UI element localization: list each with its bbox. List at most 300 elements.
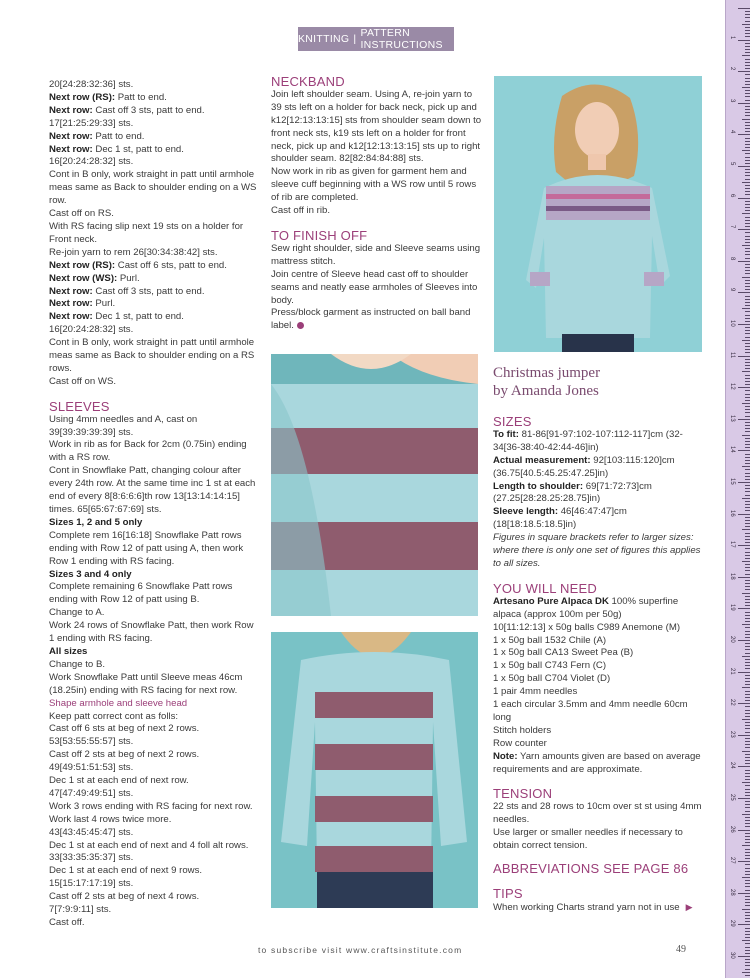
ruler-tick	[745, 84, 750, 85]
ruler-tick	[742, 340, 750, 341]
armhole-step-text: 47[47:49:49:51] sts.	[49, 787, 134, 799]
ruler-tick	[742, 593, 750, 594]
ruler-tick	[745, 302, 750, 303]
ruler-tick	[745, 871, 750, 872]
sleeve-step-line	[49, 646, 261, 659]
continue-arrow-icon[interactable]: ▶	[685, 901, 693, 912]
ruler-tick	[745, 21, 750, 22]
front-step-label: Next row:	[49, 285, 93, 297]
front-step-text: Cont in B only, work straight in patt until armhole meas same as Back to shoulder ending on a WS row.	[49, 169, 257, 207]
ruler-number: 11	[729, 351, 735, 358]
ruler-tick	[742, 213, 750, 214]
ruler-tick	[745, 779, 750, 780]
ruler-tick	[745, 125, 750, 126]
ruler-number: 5	[729, 162, 735, 166]
armhole-step-text: Cast off 2 sts at beg of next 4 rows.	[49, 891, 200, 903]
armhole-step-line	[49, 917, 261, 930]
sleeve-step-line	[49, 620, 261, 646]
ruler-tick	[745, 232, 750, 233]
ruler-tick	[745, 352, 750, 353]
ruler-tick	[745, 185, 750, 186]
ruler-tick	[738, 830, 750, 831]
ruler-tick	[742, 87, 750, 88]
ruler-tick	[745, 362, 750, 363]
front-step-line	[49, 131, 261, 144]
ruler-tick	[745, 33, 750, 34]
ruler-tick	[742, 624, 750, 625]
ruler-tick	[738, 703, 750, 704]
finish-para-1: Sew right shoulder, side and Sleeve seams using mattress stitch.	[271, 242, 481, 267]
ruler-tick	[745, 975, 750, 976]
ruler-tick	[745, 318, 750, 319]
ruler-tick	[745, 634, 750, 635]
ruler-tick	[745, 700, 750, 701]
ruler-tick	[745, 400, 750, 401]
ruler-tick	[745, 469, 750, 470]
abbreviations-heading: ABBREVIATIONS SEE PAGE 86	[493, 861, 689, 876]
ruler-tick	[738, 577, 750, 578]
ruler-tick	[745, 858, 750, 859]
ruler-tick	[745, 589, 750, 590]
ruler-tick	[745, 969, 750, 970]
tension-heading: TENSION	[493, 786, 553, 802]
material-item-line	[493, 725, 705, 738]
ruler-tick	[745, 491, 750, 492]
ruler-tick	[745, 368, 750, 369]
ruler-tick	[742, 656, 750, 657]
left-column	[49, 79, 261, 930]
sleeve-step-label: Sizes 3 and 4 only	[49, 568, 132, 580]
ruler-tick	[745, 552, 750, 553]
front-step-line	[49, 169, 261, 208]
sleeve-step-text: Work 24 rows of Snowflake Patt, then work Row 1 ending with RS facing.	[49, 620, 254, 645]
ruler-tick	[745, 710, 750, 711]
finish-heading: TO FINISH OFF	[271, 227, 368, 243]
ruler-tick	[745, 807, 750, 808]
material-item-text: 100% superfine alpaca (approx 100m per 50g)	[493, 595, 679, 620]
ruler-tick	[745, 747, 750, 748]
ruler-tick	[745, 11, 750, 12]
front-step-text: Purl.	[117, 272, 140, 284]
ruler-tick	[745, 504, 750, 505]
sleeve-step-text: Complete rem 16[16:18] Snowflake Patt rows ending with Row 12 of patt using A, then work Row 1 ending with RS facing.	[49, 529, 244, 567]
ruler-tick	[745, 801, 750, 802]
ruler-tick	[745, 210, 750, 211]
ruler-tick	[742, 529, 750, 530]
size-item-text: 81-86[91-97:102-107:112-117]cm (32-34[36-38:40-42:44-46]in)	[493, 428, 683, 453]
material-item-line	[493, 673, 705, 686]
material-item-text: 1 x 50g ball 1532 Chile (A)	[493, 634, 607, 646]
ruler-tick	[745, 668, 750, 669]
ruler-tick	[745, 662, 750, 663]
ruler-tick	[745, 96, 750, 97]
ruler-tick	[738, 735, 750, 736]
ruler-tick	[742, 277, 750, 278]
armhole-step-line	[49, 749, 261, 762]
ruler-tick	[745, 681, 750, 682]
ruler-tick	[745, 270, 750, 271]
armhole-step-text: 7[7:9:9:11] sts.	[49, 904, 112, 916]
front-step-label: Next row (RS):	[49, 259, 116, 271]
ruler-tick	[745, 36, 750, 37]
materials-list	[493, 596, 705, 777]
material-item-text: 1 x 50g ball C743 Fern (C)	[493, 660, 607, 672]
end-marker-icon	[297, 322, 304, 329]
armhole-step-line	[49, 723, 261, 736]
ruler-tick	[745, 128, 750, 129]
front-step-text: Cast off 3 sts, patt to end.	[92, 104, 205, 116]
front-step-line	[49, 311, 261, 324]
ruler-tick	[738, 261, 750, 262]
ruler-tick	[745, 526, 750, 527]
ruler-tick	[745, 141, 750, 142]
ruler-tick	[745, 852, 750, 853]
ruler-tick	[745, 68, 750, 69]
ruler-tick	[745, 485, 750, 486]
ruler-tick	[738, 956, 750, 957]
ruler-number: 7	[729, 225, 735, 229]
ruler-tick	[745, 488, 750, 489]
ruler-tick	[745, 236, 750, 237]
armhole-step-line	[49, 878, 261, 891]
ruler-tick	[745, 280, 750, 281]
ruler-tick	[738, 766, 750, 767]
front-detail-illustration	[271, 354, 478, 616]
tension-para-2: Use larger or smaller needles if necessary to obtain correct tension.	[493, 827, 683, 852]
ruler-tick	[745, 422, 750, 423]
ruler-tick	[745, 722, 750, 723]
armhole-step-line	[49, 840, 261, 853]
ruler-tick	[745, 615, 750, 616]
ruler-tick	[745, 330, 750, 331]
front-step-text: Cast off on WS.	[49, 375, 117, 387]
pattern-title: Christmas jumper	[493, 365, 601, 381]
front-step-line	[49, 92, 261, 105]
banner-divider: |	[353, 33, 357, 45]
pattern-credit	[493, 364, 600, 400]
ruler-number: 3	[729, 98, 735, 103]
sleeve-step-text: Change to A.	[49, 607, 105, 619]
ruler-tick	[745, 539, 750, 540]
ruler-tick	[745, 950, 750, 951]
ruler-tick	[745, 757, 750, 758]
ruler-tick	[745, 296, 750, 297]
ruler-tick	[745, 251, 750, 252]
front-step-text: Patt to end.	[92, 130, 145, 142]
sleeve-step-line	[49, 581, 261, 607]
sleeve-step-line	[49, 414, 261, 440]
ruler-tick	[745, 115, 750, 116]
ruler-tick	[745, 476, 750, 477]
front-step-line	[49, 337, 261, 376]
ruler-tick	[745, 684, 750, 685]
size-item-label: Actual measurement:	[493, 454, 591, 466]
ruler-tick	[745, 533, 750, 534]
ruler-tick	[745, 286, 750, 287]
ruler-tick	[742, 972, 750, 973]
ruler-tick	[742, 371, 750, 372]
sleeve-step-line	[49, 659, 261, 672]
material-item-line	[493, 622, 705, 635]
front-step-text: 16[20:24:28:32] sts.	[49, 156, 134, 168]
ruler-tick	[745, 378, 750, 379]
ruler-tick	[738, 387, 750, 388]
ruler-tick	[745, 602, 750, 603]
ruler-tick	[745, 770, 750, 771]
ruler-tick	[745, 934, 750, 935]
material-item-text: 1 each circular 3.5mm and 4mm needle 60cm long	[493, 699, 688, 723]
neckband-heading: NECKBAND	[271, 74, 345, 89]
subsection-label: PATTERN INSTRUCTIONS	[360, 27, 443, 51]
ruler-tick	[745, 855, 750, 856]
ruler-tick	[742, 498, 750, 499]
ruler-tick	[742, 687, 750, 688]
ruler-number: 22	[729, 699, 735, 706]
finish-para-2: Join centre of Sleeve head cast off to shoulder seams and neatly ease armholes of Sleeves into body.	[271, 268, 478, 306]
tips-line	[493, 901, 705, 915]
material-item-line	[493, 660, 705, 673]
ruler-tick	[745, 375, 750, 376]
ruler-tick	[745, 510, 750, 511]
ruler-tick	[745, 220, 750, 221]
ruler-tick	[745, 962, 750, 963]
ruler-tick	[738, 356, 750, 357]
size-item-line	[493, 429, 705, 455]
front-step-line	[49, 376, 261, 389]
front-step-text: Purl.	[92, 298, 116, 310]
ruler-tick	[745, 283, 750, 284]
ruler-tick	[745, 886, 750, 887]
ruler-tick	[745, 349, 750, 350]
ruler-number: 1	[729, 35, 735, 39]
ruler-number: 4	[729, 130, 735, 134]
armhole-step-line	[49, 827, 261, 840]
ruler-tick	[745, 675, 750, 676]
ruler-tick	[745, 596, 750, 597]
front-step-text: 20[24:28:32:36] sts.	[49, 79, 134, 90]
ruler-tick	[738, 924, 750, 925]
ruler-tick	[745, 574, 750, 575]
armhole-instructions	[49, 711, 261, 930]
front-step-line	[49, 286, 261, 299]
section-banner	[298, 27, 454, 51]
ruler-tick	[745, 637, 750, 638]
material-item-text: 1 x 50g ball C704 Violet (D)	[493, 673, 611, 685]
ruler-tick	[745, 428, 750, 429]
ruler-tick	[745, 868, 750, 869]
sleeve-step-line	[49, 517, 261, 530]
ruler-tick	[745, 839, 750, 840]
ruler-number: 2	[729, 67, 735, 71]
sleeve-step-label: All sizes	[49, 645, 88, 657]
ruler-tick	[745, 416, 750, 417]
ruler-tick	[745, 599, 750, 600]
armhole-step-text: Dec 1 st at each end of next and 4 foll alt rows.	[49, 839, 249, 851]
front-step-line	[49, 298, 261, 311]
ruler-tick	[745, 59, 750, 60]
ruler-tick	[742, 561, 750, 562]
front-step-text: Dec 1 st, patt to end.	[92, 311, 184, 323]
ruler-tick	[738, 324, 750, 325]
neckband-para-2: Now work in rib as given for garment hem and sleeve cuff beginning with a WS row until 5 rows of rib are completed.	[271, 166, 477, 204]
ruler-tick	[745, 874, 750, 875]
ruler-tick	[742, 150, 750, 151]
ruler-tick	[745, 738, 750, 739]
front-step-line	[49, 260, 261, 273]
ruler-tick	[745, 321, 750, 322]
sleeve-step-line	[49, 439, 261, 465]
ruler-tick	[738, 134, 750, 135]
sleeve-step-label: Sizes 1, 2 and 5 only	[49, 516, 143, 528]
sleeve-step-line	[49, 465, 261, 517]
ruler-tick	[745, 965, 750, 966]
ruler-number: 30	[729, 952, 735, 959]
material-item-line	[493, 738, 705, 751]
front-step-text: Re-join yarn to rem 26[30:34:38:42] sts.	[49, 246, 218, 258]
side-ruler	[725, 0, 750, 978]
ruler-tick	[745, 337, 750, 338]
ruler-tick	[745, 365, 750, 366]
ruler-tick	[745, 406, 750, 407]
material-item-text: 1 pair 4mm needles	[493, 686, 578, 698]
armhole-step-text: Work 3 rows ending with RS facing for next row.	[49, 800, 253, 812]
ruler-tick	[745, 473, 750, 474]
ruler-tick	[745, 52, 750, 53]
ruler-tick	[742, 719, 750, 720]
ruler-tick	[745, 659, 750, 660]
middle-column	[271, 76, 483, 333]
ruler-tick	[745, 46, 750, 47]
ruler-number: 10	[729, 320, 735, 327]
ruler-tick	[745, 833, 750, 834]
designer-name: by Amanda Jones	[493, 383, 599, 399]
ruler-tick	[745, 343, 750, 344]
ruler-tick	[745, 78, 750, 79]
ruler-tick	[745, 204, 750, 205]
ruler-tick	[738, 166, 750, 167]
ruler-tick	[738, 40, 750, 41]
material-item-line	[493, 596, 705, 622]
ruler-tick	[745, 643, 750, 644]
sizes-note: Figures in square brackets refer to larger sizes: where there is only one set of figures this applies to all sizes.	[493, 532, 701, 569]
ruler-tick	[745, 732, 750, 733]
page-number: 49	[676, 944, 686, 955]
ruler-tick	[745, 299, 750, 300]
sleeves-instructions	[49, 414, 261, 698]
sleeves-heading: SLEEVES	[49, 398, 110, 414]
ruler-tick	[745, 646, 750, 647]
front-step-line	[49, 79, 261, 92]
ruler-number: 9	[729, 288, 735, 292]
ruler-tick	[745, 741, 750, 742]
material-item-label: Note:	[493, 750, 518, 762]
ruler-tick	[745, 460, 750, 461]
ruler-tick	[745, 346, 750, 347]
ruler-tick	[745, 943, 750, 944]
armhole-step-text: Cast off.	[49, 917, 85, 928]
material-item-line	[493, 635, 705, 648]
ruler-number: 18	[729, 572, 735, 580]
armhole-step-text: 49[49:51:51:53] sts.	[49, 762, 134, 774]
ruler-tick	[745, 122, 750, 123]
ruler-tick	[745, 785, 750, 786]
ruler-tick	[745, 580, 750, 581]
ruler-tick	[745, 62, 750, 63]
ruler-tick	[745, 760, 750, 761]
material-item-text: 1 x 50g ball CA13 Sweet Pea (B)	[493, 647, 634, 659]
ruler-tick	[745, 621, 750, 622]
ruler-tick	[745, 773, 750, 774]
neckband-para-1: Join left shoulder seam. Using A, re-join yarn to 39 sts left on a holder for back neck, pick up and k12[12:13:13:15] sts from shoulder seam down to front neck sts, k19 sts left on a holder for front neck, pick up and k12[12:13:13:15] sts up to right shoulder seam. 82[82:84:84:88] sts.	[271, 88, 482, 165]
size-item-text: 92[103:115:120]cm (36.75[40.5:45.25:47.25]in)	[493, 454, 675, 479]
ruler-tick	[745, 273, 750, 274]
ruler-tick	[745, 792, 750, 793]
ruler-tick	[738, 798, 750, 799]
ruler-tick	[745, 254, 750, 255]
ruler-tick	[742, 909, 750, 910]
armhole-step-line	[49, 814, 261, 827]
front-step-line	[49, 118, 261, 131]
ruler-tick	[745, 457, 750, 458]
front-step-text: With RS facing slip next 19 sts on a holder for Front neck.	[49, 220, 244, 245]
ruler-tick	[745, 849, 750, 850]
ruler-tick	[745, 188, 750, 189]
ruler-tick	[745, 776, 750, 777]
front-step-label: Next row:	[49, 104, 93, 116]
front-detail-photo	[271, 354, 478, 616]
ruler-number: 20	[729, 636, 735, 643]
finish-para-3	[271, 307, 483, 333]
sleeve-step-text: Work Snowflake Patt until Sleeve meas 46cm (18.25in) ending with RS facing for next row.	[49, 671, 243, 696]
ruler-tick	[745, 817, 750, 818]
ruler-tick	[745, 905, 750, 906]
size-item-text: 46[46:47:47]cm (18[18:18.5:18.5]in)	[493, 506, 627, 531]
material-item-text: Row counter	[493, 737, 547, 749]
ruler-number: 17	[729, 541, 735, 548]
shape-armhole-subheading: Shape armhole and sleeve head	[49, 697, 188, 709]
material-item-text: Stitch holders	[493, 724, 552, 736]
ruler-tick	[745, 384, 750, 385]
ruler-tick	[745, 144, 750, 145]
front-step-line	[49, 221, 261, 247]
ruler-tick	[745, 826, 750, 827]
model-photo	[494, 76, 702, 352]
ruler-tick	[745, 744, 750, 745]
ruler-tick	[745, 931, 750, 932]
ruler-tick	[742, 845, 750, 846]
ruler-tick	[745, 896, 750, 897]
ruler-tick	[745, 311, 750, 312]
ruler-tick	[745, 618, 750, 619]
back-view-illustration	[271, 632, 478, 908]
ruler-tick	[742, 877, 750, 878]
armhole-step-line	[49, 852, 261, 865]
armhole-step-line	[49, 788, 261, 801]
ruler-tick	[745, 567, 750, 568]
sleeve-step-line	[49, 530, 261, 569]
ruler-number: 19	[729, 604, 735, 612]
ruler-number: 23	[729, 730, 735, 738]
armhole-step-text: 43[43:45:45:47] sts.	[49, 826, 134, 838]
ruler-tick	[745, 153, 750, 154]
ruler-tick	[745, 728, 750, 729]
material-item-text: 10[11:12:13] x 50g balls C989 Anemone (M)	[493, 621, 681, 633]
front-step-label: Next row (RS):	[49, 91, 116, 103]
finish-para-3-text: Press/block garment as instructed on ball band label.	[271, 307, 471, 332]
ruler-tick	[745, 725, 750, 726]
front-step-line	[49, 208, 261, 221]
ruler-tick	[745, 583, 750, 584]
